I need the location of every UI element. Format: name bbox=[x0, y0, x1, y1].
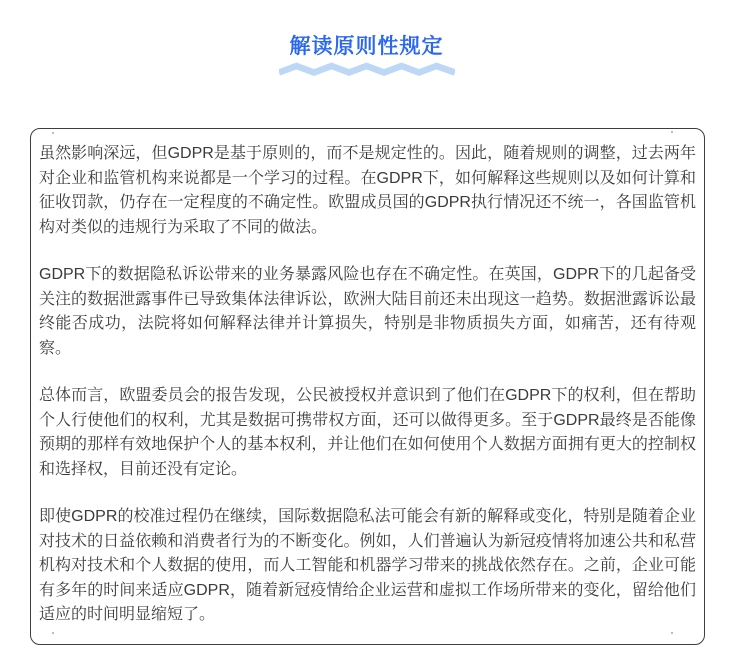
article-card bbox=[30, 128, 705, 645]
title-area bbox=[0, 34, 733, 60]
paragraph-1: 虽然影响深远，但GDPR是基于原则的，而不是规定性的。因此，随着规则的调整，过去两年对企业和监管机构来说都是一个学习的过程。在GDPR下，如何解释这些规则以及如何计算和征收罚款，仍存在一定程度的不确定性。欧盟成员国的GDPR执行情况还不统一，各国监管机构对类似的违规行为采取了不同的做法。 bbox=[39, 145, 696, 236]
corner-dot bbox=[671, 632, 673, 634]
paragraph-3: 总体而言，欧盟委员会的报告发现，公民被授权并意识到了他们在GDPR下的权利，但在帮助个人行使他们的权利，尤其是数据可携带权方面，还可以做得更多。至于GDPR最终是否能像预期的那样有效地保护个人的基本权利，并让他们在如何使用个人数据方面拥有更大的控制权和选择权，目前还没有定论。 bbox=[39, 387, 696, 478]
wave-underline-stroke bbox=[279, 66, 455, 73]
title-decoration-area bbox=[0, 62, 733, 77]
paragraph-2: GDPR下的数据隐私诉讼带来的业务暴露风险也存在不确定性。在英国，GDPR下的几起备受关注的数据泄露事件已导致集体法律诉讼，欧洲大陆目前还未出现这一趋势。数据泄露诉讼最终能否成功，法院将如何解释法律并计算损失，特别是非物质损失方面，如痛苦，还有待观察。 bbox=[39, 266, 696, 357]
page-title: 解读原则性规定 bbox=[289, 35, 444, 58]
corner-dot bbox=[671, 131, 673, 133]
wave-underline-icon bbox=[279, 62, 455, 77]
paragraph-4: 即使GDPR的校准过程仍在继续，国际数据隐私法可能会有新的解释或变化，特别是随着企业对技术的日益依赖和消费者行为的不断变化。例如，人们普遍认为新冠疫情将加速公共和私营机构对技术和个人数据的使用，而人工智能和机器学习带来的挑战依然存在。之前，企业可能有多年的时间来适应GDPR，随着新冠疫情给企业运营和虚拟工作场所带来的变化，留给他们适应的时间明显缩短了。 bbox=[39, 508, 696, 623]
corner-dot bbox=[52, 632, 54, 634]
corner-dot bbox=[52, 132, 54, 134]
